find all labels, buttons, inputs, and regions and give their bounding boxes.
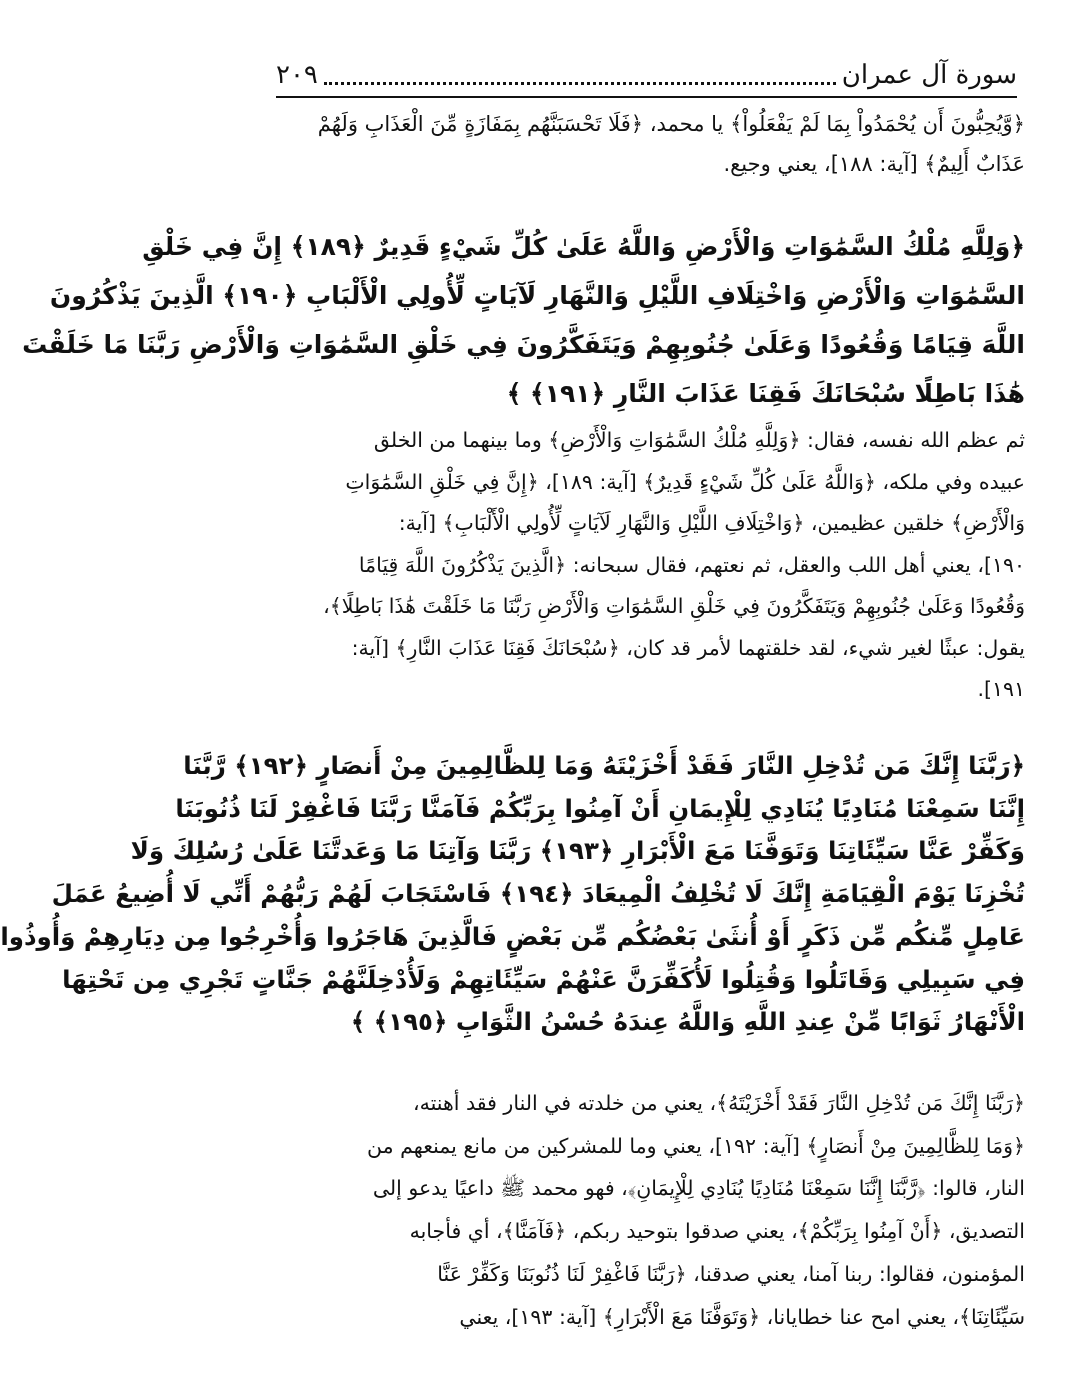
verse-line: هَٰذَا بَاطِلًا سُبْحَانَكَ فَقِنَا عَذَابَ النَّارِ ﴿١٩١﴾ ﴾ [506, 379, 1025, 408]
commentary-line: عبيده وفي ملكه، ﴿وَاللَّهُ عَلَىٰ كُلِّ شَيْءٍ قَدِيرٌ﴾ [آية: ١٨٩]، ﴿إِنَّ فِي خَلْقِ السَّمَٰوَاتِ [345, 469, 1025, 494]
header-rule [276, 96, 1017, 98]
quran-verse-block-192-195 [0, 745, 1025, 1044]
page-number: ٢٠٩ [276, 60, 318, 90]
commentary-line: وَالْأَرْضِ﴾ خلقين عظيمين، ﴿وَاخْتِلَافِ اللَّيْلِ وَالنَّهَارِ لَآيَاتٍ لِّأُولِي الْأَلْبَابِ﴾ [آية: [398, 511, 1025, 535]
verse-line: ﴿وَلِلَّهِ مُلْكُ السَّمَٰوَاتِ وَالْأَرْضِ وَاللَّهُ عَلَىٰ كُلِّ شَيْءٍ قَدِيرٌ ﴿١٨٩﴾ إِنَّ فِي خَلْقِ [142, 232, 1025, 261]
verse-line: اللَّهَ قِيَامًا وَقُعُودًا وَعَلَىٰ جُنُوبِهِمْ وَيَتَفَكَّرُونَ فِي خَلْقِ السَّمَٰوَاتِ وَالْأَرْضِ رَبَّنَا مَا خَلَقْتَ [22, 330, 1025, 359]
commentary-line: المؤمنون، فقالوا: ربنا آمنا، يعني صدقنا، ﴿رَبَّنَا فَاغْفِرْ لَنَا ذُنُوبَنَا وَكَفِّرْ عَنَّا [437, 1261, 1025, 1286]
intro-paragraph [268, 104, 1025, 184]
commentary-line: يقول: عبثًا لغير شيء، لقد خلقتهما لأمر قد كان، ﴿سُبْحَانَكَ فَقِنَا عَذَابَ النَّارِ﴾ [آية: [351, 635, 1025, 660]
commentary-line: ١٩٠]، يعني أهل اللب والعقل، ثم نعتهم، فقال سبحانه: ﴿الَّذِينَ يَذْكُرُونَ اللَّهَ قِيَامًا [358, 552, 1025, 577]
surah-title: سورة آل عمران [841, 60, 1017, 90]
verse-line: ﴿رَبَّنَا إِنَّكَ مَن تُدْخِلِ النَّارَ فَقَدْ أَخْزَيْتَهُ وَمَا لِلظَّالِمِينَ مِنْ أَنصَارٍ ﴿١٩٢﴾ رَّبَّنَا [183, 751, 1025, 780]
commentary-line: النار، قالوا: ﴿رَّبَّنَا إِنَّنَا سَمِعْنَا مُنَادِيًا يُنَادِي لِلْإِيمَانِ﴾، فهو محمد ﷺ داعيًا يدعو إلى [372, 1176, 1025, 1201]
verse-line: فِي سَبِيلِي وَقَاتَلُوا وَقُتِلُوا لَأُكَفِّرَنَّ عَنْهُمْ سَيِّئَاتِهِمْ وَلَأُدْخِلَنَّهُمْ جَنَّاتٍ تَجْرِي مِن تَحْتِهَا [62, 964, 1025, 994]
verse-line: وَكَفِّرْ عَنَّا سَيِّئَاتِنَا وَتَوَفَّنَا مَعَ الْأَبْرَارِ ﴿١٩٣﴾ رَبَّنَا وَآتِنَا مَا وَعَدتَّنَا عَلَىٰ رُسُلِكَ وَلَا [130, 836, 1025, 866]
intro-line: عَذَابٌ أَلِيمٌ﴾ [آية: ١٨٨]، يعني وجيع. [723, 152, 1025, 176]
verse-line: عَامِلٍ مِّنكُم مِّن ذَكَرٍ أَوْ أُنثَىٰ بَعْضُكُم مِّن بَعْضٍ فَالَّذِينَ هَاجَرُوا وَأُخْرِجُوا مِن دِيَارِهِمْ وَأُوذُوا [0, 921, 1025, 951]
commentary-line: وَقُعُودًا وَعَلَىٰ جُنُوبِهِمْ وَيَتَفَكَّرُونَ فِي خَلْقِ السَّمَٰوَاتِ وَالْأَرْضِ رَبَّنَا مَا خَلَقْتَ هَٰذَا بَاطِلًا﴾، [323, 594, 1025, 618]
commentary-line: سَيِّئَاتِنَا﴾، يعني امح عنا خطايانا، ﴿وَتَوَفَّنَا مَعَ الْأَبْرَارِ﴾ [آية: ١٩٣]، يعني [459, 1304, 1025, 1329]
commentary-line: ﴿رَبَّنَا إِنَّكَ مَن تُدْخِلِ النَّارَ فَقَدْ أَخْزَيْتَهُ﴾، يعني من خلدته في النار فقد أهنته، [412, 1091, 1025, 1115]
intro-line: ﴿وَّيُحِبُّونَ أَن يُحْمَدُواْ بِمَا لَمْ يَفْعَلُواْ﴾ يا محمد، ﴿فَلَا تَحْسَبَنَّهُم بِمَفَازَةٍ مِّنَ الْعَذَابِ وَلَهُمْ [317, 112, 1025, 136]
header-dot-leader [324, 80, 836, 85]
quran-verse-block-189-191 [22, 222, 1025, 418]
verse-line: الْأَنْهَارُ ثَوَابًا مِّنْ عِندِ اللَّهِ وَاللَّهُ عِندَهُ حُسْنُ الثَّوَابِ ﴿١٩٥﴾ ﴾ [350, 1007, 1025, 1037]
commentary-line: ١٩١]. [977, 677, 1025, 701]
commentary-line: ﴿وَمَا لِلظَّالِمِينَ مِنْ أَنصَارٍ﴾ [آية: ١٩٢]، يعني وما للمشركين من مانع يمنعهم من [367, 1133, 1025, 1158]
verse-line: السَّمَٰوَاتِ وَالْأَرْضِ وَاخْتِلَافِ اللَّيْلِ وَالنَّهَارِ لَآيَاتٍ لِّأُولِي الْأَلْبَابِ ﴿١٩٠﴾ الَّذِينَ يَذْكُرُونَ [49, 281, 1025, 310]
commentary-line: ثم عظم الله نفسه، فقال: ﴿وَلِلَّهِ مُلْكُ السَّمَٰوَاتِ وَالْأَرْضِ﴾ وما بينهما من الخلق [373, 428, 1025, 452]
verse-line: إِنَّنَا سَمِعْنَا مُنَادِيًا يُنَادِي لِلْإِيمَانِ أَنْ آمِنُوا بِرَبِّكُمْ فَآمَنَّا رَبَّنَا فَاغْفِرْ لَنَا ذُنُوبَنَا [175, 793, 1025, 823]
commentary-line: التصديق، ﴿أَنْ آمِنُوا بِرَبِّكُمْ﴾، يعني صدقوا بتوحيد ربكم، ﴿فَآمَنَّا﴾، أي فأجابه [409, 1219, 1025, 1244]
commentary-paragraph-2 [268, 1082, 1025, 1338]
verse-line: تُخْزِنَا يَوْمَ الْقِيَامَةِ إِنَّكَ لَا تُخْلِفُ الْمِيعَادَ ﴿١٩٤﴾ فَاسْتَجَابَ لَهُمْ رَبُّهُمْ أَنِّي لَا أُضِيعُ عَمَلَ [51, 879, 1025, 909]
commentary-paragraph-1 [268, 420, 1025, 711]
page-header [276, 56, 1017, 94]
